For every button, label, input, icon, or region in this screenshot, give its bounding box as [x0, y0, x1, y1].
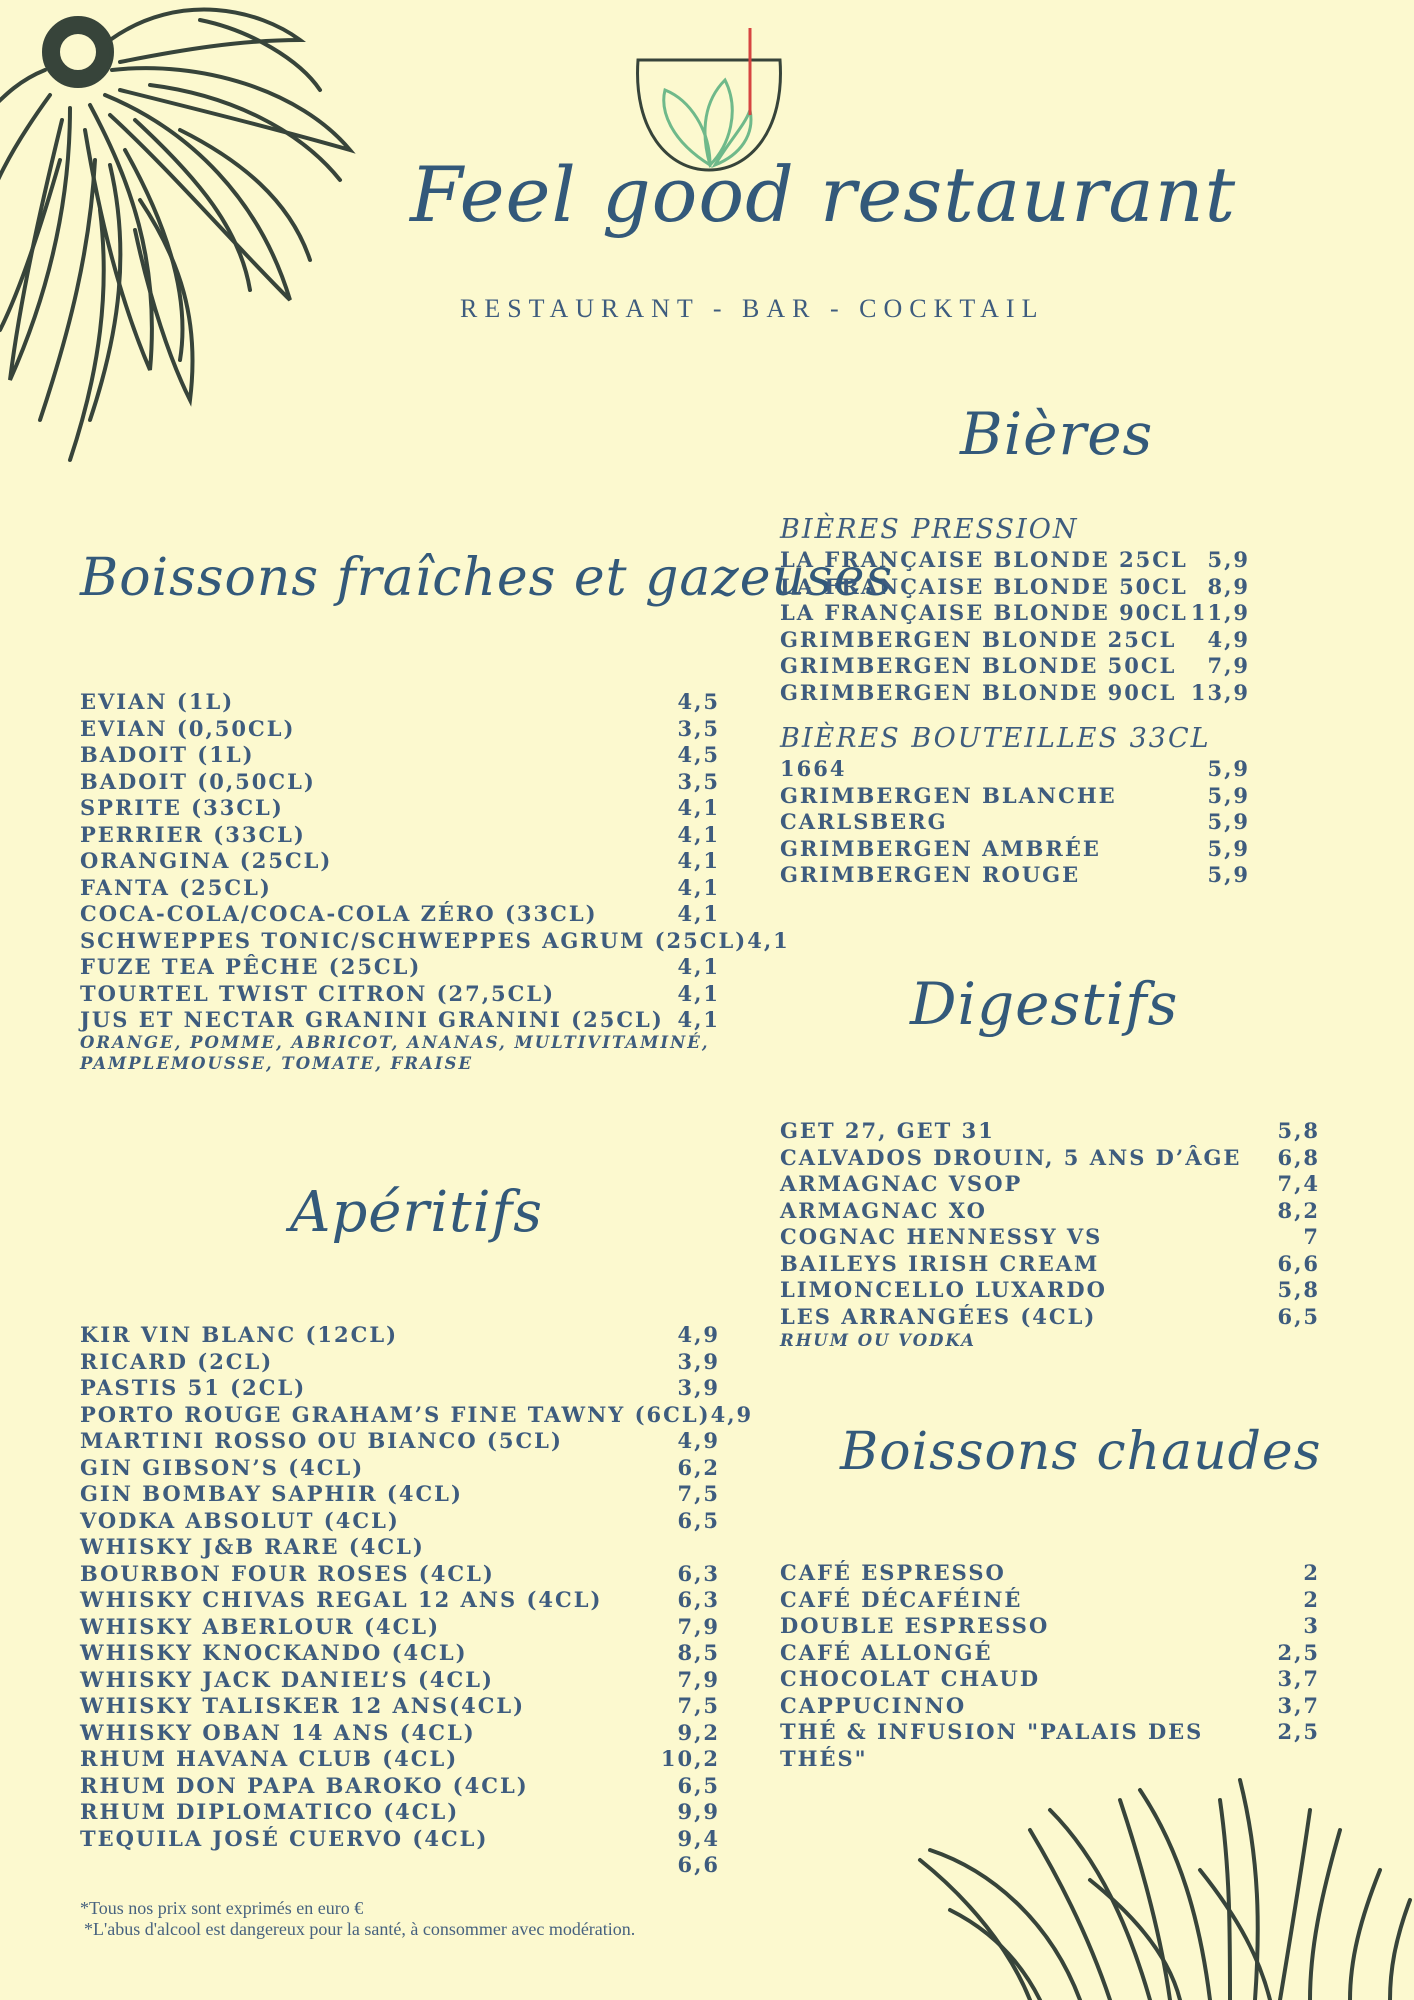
item-name: ARMAGNAC VSOP: [780, 1171, 1023, 1196]
item-name: SPRITE (33CL): [80, 795, 284, 820]
menu-item-row: [80, 1826, 720, 1853]
item-price: 4,9: [710, 1401, 754, 1427]
item-price: 8,5: [677, 1640, 720, 1665]
item-price: 6,3: [677, 1560, 720, 1586]
item-price: 4,1: [677, 954, 720, 979]
flower-top-left-illustration: [0, 0, 420, 480]
beer-row: [780, 574, 1250, 601]
item-name: PASTIS 51 (2CL): [80, 1375, 307, 1400]
menu-item-row: [80, 795, 720, 822]
boissons-note-line2: PAMPLEMOUSSE, TOMATE, FRAISE: [80, 1053, 474, 1073]
restaurant-title: Feel good restaurant: [410, 150, 1237, 239]
menu-item-row: [80, 901, 720, 928]
item-name: WHISKY KNOCKANDO (4CL): [80, 1640, 468, 1665]
item-price: 4,1: [677, 1007, 720, 1032]
item-name: MARTINI ROSSO OU BIANCO (5CL): [80, 1428, 563, 1453]
menu-item-row: [80, 1508, 720, 1535]
item-name: RHUM DIPLOMATICO (4CL): [80, 1799, 460, 1824]
digestifs-list: [780, 1118, 1320, 1351]
hot-drink-row: [780, 1746, 1320, 1773]
item-price: 10,2: [660, 1746, 720, 1771]
bieres-pression-heading: BIÈRES PRESSION: [780, 514, 1079, 545]
item-name: CAFÉ ESPRESSO: [780, 1560, 1006, 1585]
menu-item-row: [80, 689, 720, 716]
bieres-block: [780, 513, 1250, 889]
item-price: 6,8: [1277, 1144, 1320, 1170]
item-price: 4,9: [1207, 626, 1250, 652]
item-price: 4,1: [747, 927, 790, 953]
digestif-row: [780, 1251, 1320, 1278]
item-name: JUS ET NECTAR GRANINI GRANINI (25CL): [80, 1007, 664, 1032]
item-price: 6,2: [677, 1454, 720, 1480]
item-name: BADOIT (1L): [80, 742, 255, 767]
menu-item-row: [80, 1773, 720, 1800]
item-name: BAILEYS IRISH CREAM: [780, 1250, 1100, 1276]
menu-item-row: [80, 769, 720, 796]
item-name: GIN BOMBAY SAPHIR (4CL): [80, 1481, 463, 1506]
item-price: 6,5: [1277, 1303, 1320, 1329]
item-name: WHISKY TALISKER 12 ANS(4CL): [80, 1693, 526, 1718]
beer-row: [780, 627, 1250, 654]
item-name: LIMONCELLO LUXARDO: [780, 1277, 1107, 1302]
item-price: 2: [1303, 1560, 1320, 1585]
menu-item-row: [80, 1428, 720, 1455]
menu-item-row: [80, 1720, 720, 1747]
hot-drink-row: [780, 1640, 1320, 1667]
item-name: CAFÉ DÉCAFÉINÉ: [780, 1586, 1023, 1612]
menu-item-row: [80, 848, 720, 875]
item-price: 7,9: [677, 1613, 720, 1639]
beer-row: [780, 653, 1250, 680]
item-price: 3,7: [1277, 1666, 1320, 1691]
item-price: 5,9: [1207, 756, 1250, 781]
item-name: GRIMBERGEN AMBRÉE: [780, 835, 1101, 861]
item-name: PERRIER (33CL): [80, 821, 306, 847]
item-price: 2,5: [1277, 1639, 1320, 1665]
section-title-boissons: Boissons fraîches et gazeuses: [80, 548, 894, 608]
item-price: 5,9: [1207, 547, 1250, 572]
item-name: CAFÉ ALLONGÉ: [780, 1639, 993, 1665]
item-name: VODKA ABSOLUT (4CL): [80, 1507, 400, 1533]
hot-drink-row: [780, 1719, 1320, 1746]
menu-item-row: [80, 1693, 720, 1720]
item-name: THÉS": [780, 1745, 868, 1771]
item-price: 4,1: [677, 795, 720, 820]
item-price: 7,9: [1207, 653, 1250, 678]
digestif-row: [780, 1171, 1320, 1198]
menu-item-row: [80, 1534, 720, 1561]
menu-item-row: [80, 1640, 720, 1667]
hot-drink-row: [780, 1587, 1320, 1614]
item-price: 4,1: [677, 848, 720, 873]
item-price: 8,2: [1277, 1197, 1320, 1223]
menu-item-row: [80, 1481, 720, 1508]
menu-item-row: [80, 1587, 720, 1614]
menu-item-row: [80, 1746, 720, 1773]
menu-item-row: [80, 1375, 720, 1402]
item-price: [1250, 1746, 1320, 1773]
menu-item-row: [80, 1667, 720, 1694]
item-price: 4,9: [677, 1322, 720, 1347]
hot-drink-row: [780, 1693, 1320, 1720]
item-name: EVIAN (0,50CL): [80, 715, 296, 741]
digestif-row: [780, 1224, 1320, 1251]
item-price: 9,9: [677, 1799, 720, 1824]
menu-item-row: [80, 1852, 720, 1879]
item-name: GET 27, GET 31: [780, 1118, 995, 1143]
menu-item-row: [80, 981, 720, 1008]
item-name: THÉ & INFUSION "PALAIS DES: [780, 1719, 1204, 1744]
beer-row: [780, 756, 1250, 783]
item-name: TEQUILA JOSÉ CUERVO (4CL): [80, 1825, 489, 1851]
item-price: 4,1: [677, 821, 720, 847]
menu-item-row: [80, 1614, 720, 1641]
footer-price-note: *Tous nos prix sont exprimés en euro €: [80, 1898, 364, 1918]
menu-item-row: [80, 927, 790, 955]
item-price: 7,5: [677, 1481, 720, 1506]
boissons-list: [80, 689, 790, 1074]
boissons-chaudes-list: [780, 1560, 1320, 1772]
item-name: CALVADOS DROUIN, 5 ANS D’ÂGE: [780, 1144, 1242, 1170]
item-price: 6,5: [677, 1507, 720, 1533]
hot-drink-row: [780, 1666, 1320, 1693]
menu-item-row: [80, 1349, 720, 1376]
item-name: [80, 1852, 650, 1879]
section-title-bieres: Bières: [960, 400, 1154, 468]
item-name: SCHWEPPES TONIC/SCHWEPPES AGRUM (25CL): [80, 927, 748, 953]
item-name: WHISKY ABERLOUR (4CL): [80, 1613, 441, 1639]
item-price: 4,9: [677, 1428, 720, 1453]
menu-item-row: [80, 1799, 720, 1826]
item-price: 5,8: [1277, 1277, 1320, 1302]
beer-row: [780, 680, 1250, 707]
item-name: RHUM HAVANA CLUB (4CL): [80, 1746, 459, 1771]
item-name: DOUBLE ESPRESSO: [780, 1613, 1050, 1638]
item-price: 6,5: [677, 1772, 720, 1798]
item-name: RHUM DON PAPA BAROKO (4CL): [80, 1772, 529, 1798]
item-price: 9,2: [677, 1719, 720, 1745]
menu-item-row: [80, 1561, 720, 1588]
item-price: 3,9: [677, 1348, 720, 1374]
item-name: GRIMBERGEN ROUGE: [780, 862, 1081, 887]
item-name: LA FRANÇAISE BLONDE 50CL: [780, 573, 1188, 599]
item-price: 9,4: [677, 1825, 720, 1851]
item-name: CHOCOLAT CHAUD: [780, 1666, 1041, 1691]
digestif-row: [780, 1198, 1320, 1225]
item-price: 3,5: [677, 768, 720, 794]
section-title-boissons-chaudes: Boissons chaudes: [840, 1422, 1322, 1482]
item-price: 5,9: [1207, 862, 1250, 887]
hot-drink-row: [780, 1560, 1320, 1587]
beer-row: [780, 547, 1250, 574]
item-name: FANTA (25CL): [80, 874, 272, 900]
item-price: 7: [1303, 1224, 1320, 1249]
menu-item-row: [80, 954, 720, 981]
item-price: 7,9: [677, 1666, 720, 1692]
hot-drink-row: [780, 1613, 1320, 1640]
menu-item-row: [80, 1322, 720, 1349]
item-name: LA FRANÇAISE BLONDE 25CL: [780, 547, 1188, 572]
item-name: KIR VIN BLANC (12CL): [80, 1322, 399, 1347]
item-name: WHISKY J&B RARE (4CL): [80, 1534, 425, 1559]
item-price: 6,6: [677, 1852, 720, 1877]
item-price: 3,5: [677, 715, 720, 741]
aperitifs-list: [80, 1322, 754, 1879]
flower-bottom-right-illustration: [910, 1770, 1414, 2000]
item-name: EVIAN (1L): [80, 689, 235, 714]
item-price: 11,9: [1190, 600, 1250, 625]
item-name: BADOIT (0,50CL): [80, 768, 316, 794]
item-price: 4,1: [677, 901, 720, 926]
boissons-note-line1: ORANGE, POMME, ABRICOT, ANANAS, MULTIVITAMINÉ,: [80, 1032, 710, 1052]
item-name: GRIMBERGEN BLANCHE: [780, 782, 1117, 808]
digestif-row: [780, 1277, 1320, 1304]
item-name: GRIMBERGEN BLONDE 25CL: [780, 626, 1177, 652]
bieres-bouteilles-heading: BIÈRES BOUTEILLES 33CL: [780, 723, 1211, 754]
item-name: RICARD (2CL): [80, 1348, 274, 1374]
beer-row: [780, 600, 1250, 627]
item-price: 3: [1303, 1613, 1320, 1638]
item-name: WHISKY JACK DANIEL’S (4CL): [80, 1666, 494, 1692]
restaurant-tagline: RESTAURANT - BAR - COCKTAIL: [460, 294, 1045, 323]
item-name: PORTO ROUGE GRAHAM’S FINE TAWNY (6CL): [80, 1401, 711, 1427]
digestif-row: [780, 1118, 1320, 1145]
item-name: WHISKY CHIVAS REGAL 12 ANS (4CL): [80, 1587, 603, 1612]
item-name: CARLSBERG: [780, 809, 948, 834]
digestif-row: [780, 1145, 1320, 1172]
beer-row: [780, 862, 1250, 889]
item-price: 6,3: [677, 1587, 720, 1612]
item-name: GRIMBERGEN BLONDE 50CL: [780, 653, 1177, 678]
item-name: COCA-COLA/COCA-COLA ZÉRO (33CL): [80, 901, 598, 926]
item-name: TOURTEL TWIST CITRON (27,5CL): [80, 980, 556, 1006]
beer-row: [780, 783, 1250, 810]
menu-item-row: [80, 1401, 754, 1429]
digestifs-note: RHUM OU VODKA: [780, 1331, 976, 1350]
footer-alcohol-warning: *L'abus d'alcool est dangereux pour la santé, à consommer avec modération.: [84, 1919, 636, 1939]
item-price: 6,6: [1277, 1250, 1320, 1276]
section-title-digestifs: Digestifs: [910, 970, 1179, 1038]
item-name: 1664: [780, 756, 847, 781]
item-name: GRIMBERGEN BLONDE 90CL: [780, 679, 1177, 705]
item-price: 4,5: [677, 689, 720, 714]
menu-item-row: [80, 875, 720, 902]
item-price: 13,9: [1190, 679, 1250, 705]
item-price: 3,7: [1277, 1692, 1320, 1718]
item-name: BOURBON FOUR ROSES (4CL): [80, 1560, 495, 1586]
item-name: LES ARRANGÉES (4CL): [780, 1303, 1097, 1329]
item-name: WHISKY OBAN 14 ANS (4CL): [80, 1719, 476, 1745]
item-name: ORANGINA (25CL): [80, 848, 333, 873]
item-name: FUZE TEA PÊCHE (25CL): [80, 954, 422, 979]
item-name: LA FRANÇAISE BLONDE 90CL: [780, 600, 1188, 625]
item-price: 5,8: [1277, 1118, 1320, 1143]
menu-item-row: [80, 1455, 720, 1482]
item-price: 3,9: [677, 1375, 720, 1400]
item-name: ARMAGNAC XO: [780, 1197, 987, 1223]
menu-item-row: [80, 822, 720, 849]
menu-item-row: [80, 1007, 720, 1034]
item-price: 4,1: [677, 874, 720, 900]
item-price: 5,9: [1207, 835, 1250, 861]
item-price: 5,9: [1207, 809, 1250, 834]
item-price: 8,9: [1207, 573, 1250, 599]
item-price: 4,1: [677, 980, 720, 1006]
menu-item-row: [80, 742, 720, 769]
item-price: 5,9: [1207, 782, 1250, 808]
item-price: 7,4: [1277, 1171, 1320, 1196]
section-title-aperitifs: Apéritifs: [290, 1180, 543, 1245]
item-price: 4,5: [677, 742, 720, 767]
item-price: 7,5: [677, 1693, 720, 1718]
beer-row: [780, 836, 1250, 863]
footer-notes: [80, 1898, 635, 1940]
item-price: 2,5: [1277, 1719, 1320, 1744]
item-name: CAPPUCINNO: [780, 1692, 967, 1718]
digestif-row: [780, 1304, 1320, 1331]
menu-item-row: [80, 716, 720, 743]
beer-row: [780, 809, 1250, 836]
item-name: COGNAC HENNESSY VS: [780, 1224, 1103, 1249]
item-price: [650, 1534, 720, 1561]
item-price: 2: [1303, 1586, 1320, 1612]
item-name: GIN GIBSON’S (4CL): [80, 1454, 365, 1480]
